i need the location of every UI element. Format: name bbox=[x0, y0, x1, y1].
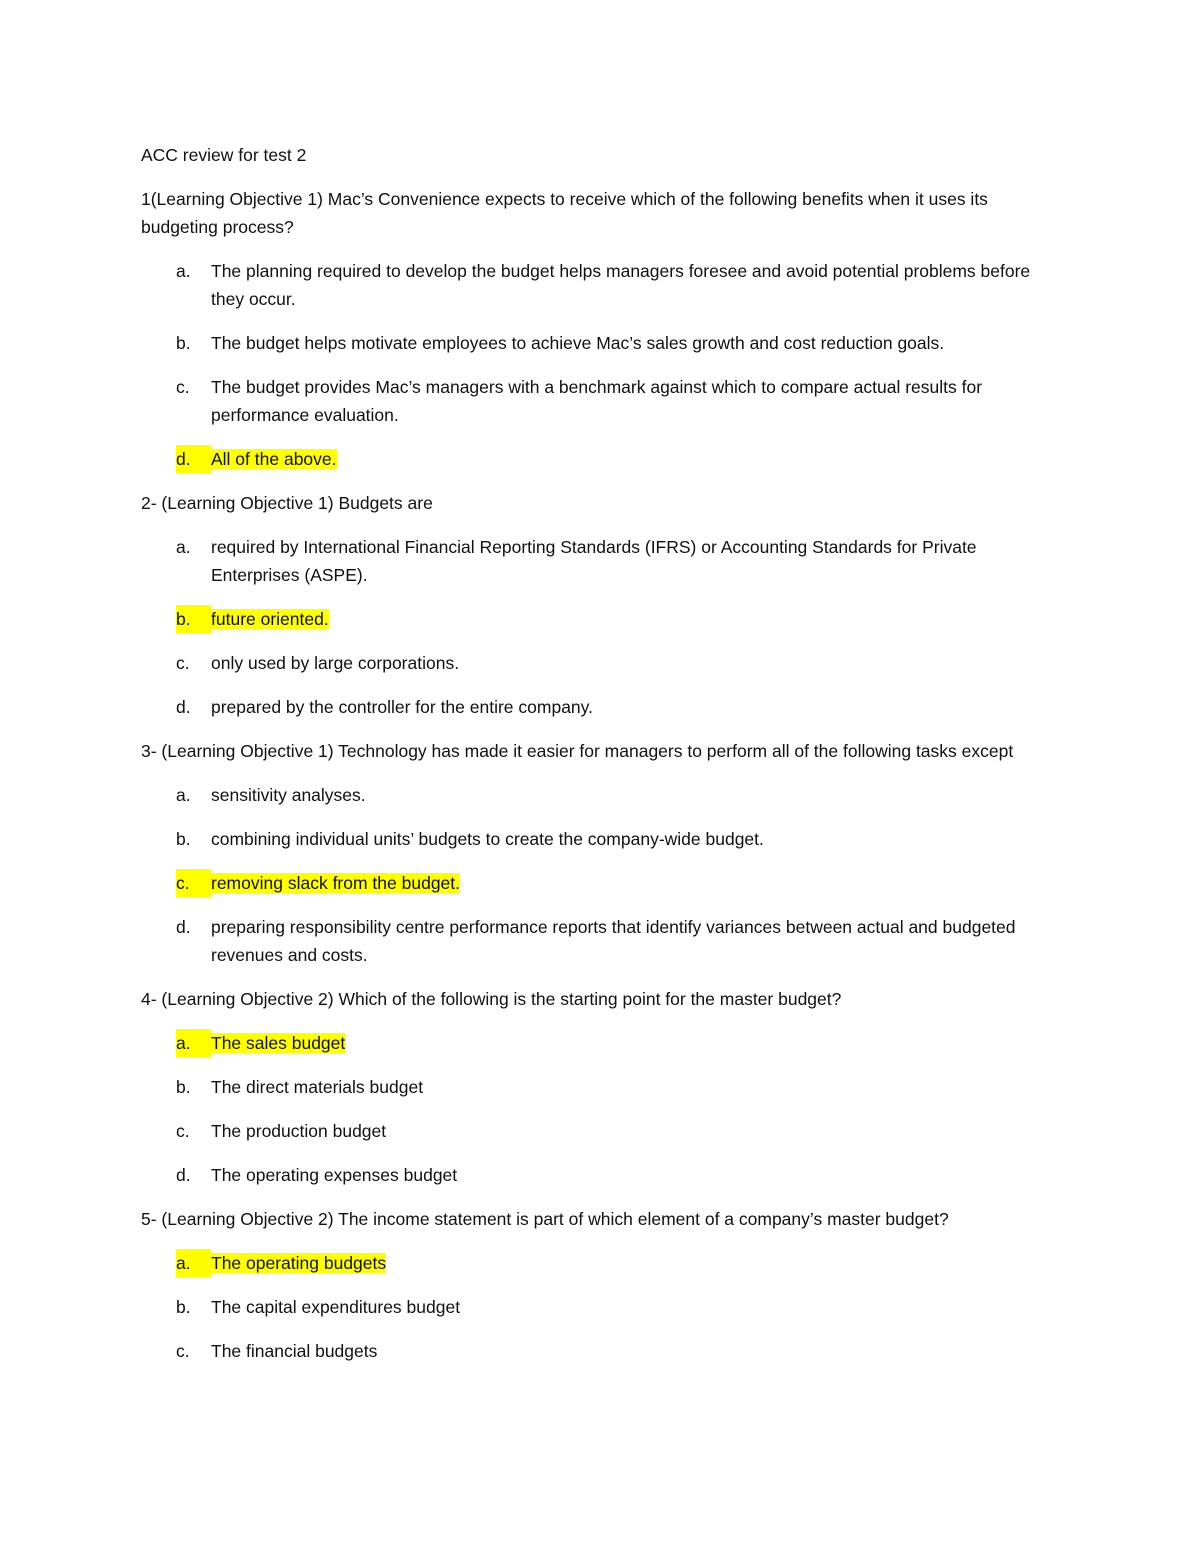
answer-option-highlighted bbox=[176, 1029, 1056, 1057]
answer-option bbox=[176, 533, 1056, 589]
option-text: combining individual units’ budgets to create the company-wide budget. bbox=[211, 829, 764, 849]
answer-option bbox=[176, 1337, 1056, 1365]
option-text: The operating budgets bbox=[211, 1253, 387, 1273]
answer-option bbox=[176, 1293, 1056, 1321]
option-text: future oriented. bbox=[211, 609, 329, 629]
option-text: The sales budget bbox=[211, 1033, 346, 1053]
answer-option bbox=[176, 693, 1056, 721]
option-letter: b. bbox=[176, 333, 191, 353]
option-letter: b. bbox=[176, 605, 211, 633]
option-letter: a. bbox=[176, 1029, 211, 1057]
answer-option-highlighted bbox=[176, 445, 1056, 473]
answer-option-highlighted bbox=[176, 869, 1056, 897]
option-letter: c. bbox=[176, 1121, 190, 1141]
answer-option-highlighted bbox=[176, 1249, 1056, 1277]
option-text: The production budget bbox=[211, 1121, 387, 1141]
option-text: prepared by the controller for the entire company. bbox=[211, 697, 593, 717]
question-text: 3- (Learning Objective 1) Technology has made it easier for managers to perform all of the following tasks except bbox=[141, 741, 1014, 761]
option-letter: c. bbox=[176, 1341, 190, 1361]
answer-option bbox=[176, 825, 1056, 853]
option-text: required by International Financial Reporting Standards (IFRS) or Accounting Standards for Private Enterprises (ASPE). bbox=[211, 537, 977, 585]
option-text: sensitivity analyses. bbox=[211, 785, 366, 805]
option-letter: a. bbox=[176, 261, 191, 281]
option-letter: a. bbox=[176, 785, 191, 805]
option-letter: a. bbox=[176, 537, 191, 557]
question-text: 5- (Learning Objective 2) The income statement is part of which element of a company’s master budget? bbox=[141, 1209, 949, 1229]
option-text: removing slack from the budget. bbox=[211, 873, 461, 893]
option-letter: a. bbox=[176, 1249, 211, 1277]
question-list bbox=[141, 185, 1056, 1365]
option-letter: c. bbox=[176, 377, 190, 397]
answer-option bbox=[176, 1161, 1056, 1189]
option-letter: b. bbox=[176, 829, 191, 849]
answer-option bbox=[176, 781, 1056, 809]
option-text: The budget helps motivate employees to achieve Mac’s sales growth and cost reduction goals. bbox=[211, 333, 945, 353]
option-letter: d. bbox=[176, 1165, 191, 1185]
option-letter: c. bbox=[176, 653, 190, 673]
option-text: preparing responsibility centre performance reports that identify variances between actual and budgeted revenues and costs. bbox=[211, 917, 1016, 965]
option-letter: c. bbox=[176, 869, 211, 897]
option-text: only used by large corporations. bbox=[211, 653, 460, 673]
option-text: The budget provides Mac’s managers with a benchmark against which to compare actual results for performance evaluation. bbox=[211, 377, 983, 425]
answer-option bbox=[176, 329, 1056, 357]
option-text: The financial budgets bbox=[211, 1341, 378, 1361]
answer-option bbox=[176, 913, 1056, 969]
option-text: The direct materials budget bbox=[211, 1077, 424, 1097]
answer-option bbox=[176, 1117, 1056, 1145]
answer-option bbox=[176, 257, 1056, 313]
question-text: 2- (Learning Objective 1) Budgets are bbox=[141, 493, 433, 513]
question-text: 4- (Learning Objective 2) Which of the following is the starting point for the master budget? bbox=[141, 989, 842, 1009]
option-text: All of the above. bbox=[211, 449, 337, 469]
answer-option-highlighted bbox=[176, 605, 1056, 633]
option-text: The operating expenses budget bbox=[211, 1165, 458, 1185]
question-text: 1(Learning Objective 1) Mac’s Convenience expects to receive which of the following benefits when it uses its budgeting process? bbox=[141, 189, 988, 237]
option-letter: d. bbox=[176, 697, 191, 717]
answer-option bbox=[176, 649, 1056, 677]
option-letter: d. bbox=[176, 445, 211, 473]
document-body bbox=[141, 141, 1056, 1381]
answer-option bbox=[176, 1073, 1056, 1101]
option-text: The capital expenditures budget bbox=[211, 1297, 461, 1317]
option-letter: b. bbox=[176, 1077, 191, 1097]
option-letter: d. bbox=[176, 917, 191, 937]
answer-option bbox=[176, 373, 1056, 429]
option-letter: b. bbox=[176, 1297, 191, 1317]
document-title: ACC review for test 2 bbox=[141, 145, 307, 165]
option-text: The planning required to develop the budget helps managers foresee and avoid potential problems before they occur. bbox=[211, 261, 1031, 309]
